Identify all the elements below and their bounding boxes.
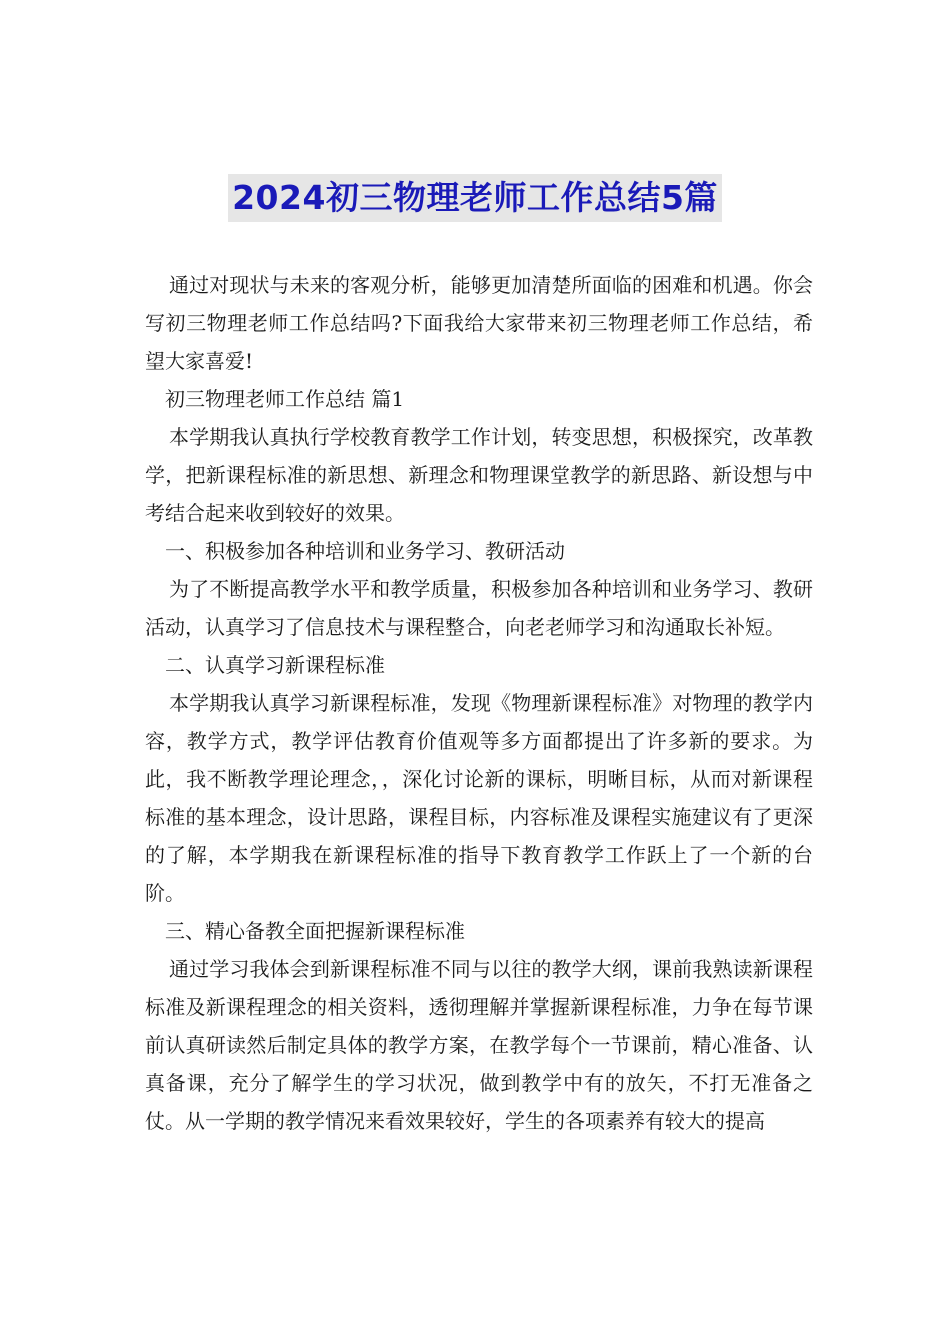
heading-1: 一、积极参加各种培训和业务学习、教研活动: [165, 539, 565, 563]
paragraph-4: 通过学习我体会到新课程标准不同与以往的教学大纲，课前我熟读新课程标准及新课程理念的相关资料，透彻理解并掌握新课程标准，力争在每节课前认真研读然后制定具体的教学方案，在教学每个一节课前，精心准备、认真备课，充分了解学生的学习状况，做到教学中有的放矢，不打无准备之仗。从一学期的教学情况来看效果较好，学生的各项素养有较大的提高: [145, 957, 813, 1133]
document-body: [145, 266, 813, 1140]
paragraph-2: 为了不断提高教学水平和教学质量，积极参加各种培训和业务学习、教研活动，认真学习了信息技术与课程整合，向老老师学习和沟通取长补短。: [145, 577, 813, 639]
paragraph-1: 本学期我认真执行学校教育教学工作计划，转变思想，积极探究，改革教学，把新课程标准的新思想、新理念和物理课堂教学的新思路、新设想与中考结合起来收到较好的效果。: [145, 425, 813, 525]
section-title-1: 初三物理老师工作总结 篇1: [165, 387, 405, 411]
document-title: 2024初三物理老师工作总结5篇: [228, 174, 722, 222]
heading-3: 三、精心备教全面把握新课程标准: [165, 919, 465, 943]
title-wrap: [0, 174, 950, 222]
intro-paragraph: 通过对现状与未来的客观分析，能够更加清楚所面临的困难和机遇。你会写初三物理老师工作总结吗?下面我给大家带来初三物理老师工作总结，希望大家喜爱!: [145, 273, 813, 373]
paragraph-3: 本学期我认真学习新课程标准，发现《物理新课程标准》对物理的教学内容，教学方式，教学评估教育价值观等多方面都提出了许多新的要求。为此，我不断教学理论理念，，深化讨论新的课标，明晰目标，从而对新课程标准的基本理念，设计思路，课程目标，内容标准及课程实施建议有了更深的了解，本学期我在新课程标准的指导下教育教学工作跃上了一个新的台阶。: [145, 691, 813, 905]
heading-2: 二、认真学习新课程标准: [165, 653, 385, 677]
